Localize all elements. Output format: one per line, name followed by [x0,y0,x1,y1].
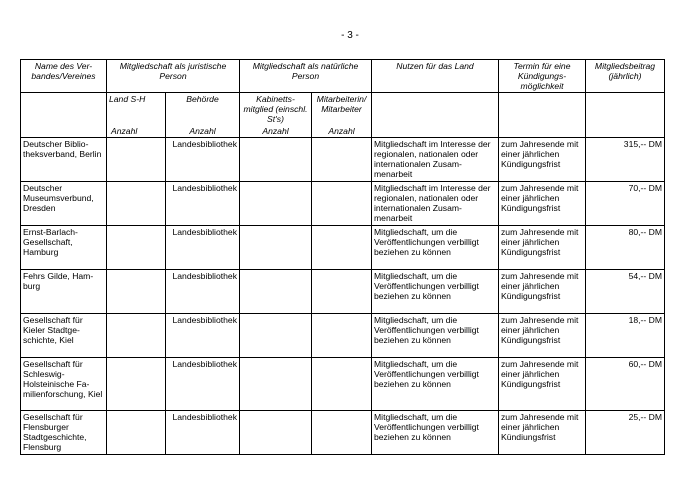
subheader-empty [499,93,586,138]
cell-name: Gesellschaft für Schleswig-Holsteinische Fa-milienforschung, Kiel [21,358,107,411]
cell-mitarbeiter [312,270,372,314]
cell-fee: 25,-- DM [586,411,665,455]
cell-fee: 18,-- DM [586,314,665,358]
cell-name: Ernst-Barlach-Gesellschaft, Hamburg [21,226,107,270]
subheader-empty [372,93,499,138]
cell-fee: 54,-- DM [586,270,665,314]
cell-mitarbeiter [312,182,372,226]
subheader-kabinett-count: Anzahl [262,126,289,136]
header-row [21,60,665,93]
cell-land-sh [107,182,166,226]
table-row [21,411,665,455]
cell-fee: 315,-- DM [586,138,665,182]
cell-mitarbeiter [312,138,372,182]
cell-behoerde: Landesbibliothek [166,314,240,358]
cell-kabinett [240,270,312,314]
cell-fee: 70,-- DM [586,182,665,226]
subheader-land-sh-label: Land S-H [109,94,146,104]
cell-name: Gesellschaft für Kieler Stadtge-schichte, Kiel [21,314,107,358]
cell-fee: 60,-- DM [586,358,665,411]
membership-table [20,59,665,455]
subheader-kabinett-label: Kabinetts-mitglied (einschl. St's) [243,94,308,124]
cell-termination: zum Jahresende mit einer jährlichen Kündigungsfrist [499,358,586,411]
subheader-empty [586,93,665,138]
subheader-row [21,93,665,138]
page-number: - 3 - [341,30,359,41]
cell-benefit: Mitgliedschaft im Interesse der regionalen, nationalen oder internationalen Zusam-menarbeit [372,138,499,182]
cell-behoerde: Landesbibliothek [166,138,240,182]
subheader-mitarbeiter [312,93,372,138]
cell-kabinett [240,411,312,455]
cell-land-sh [107,270,166,314]
cell-land-sh [107,358,166,411]
table-row [21,182,665,226]
cell-termination: zum Jahresende mit einer jährlichen Kündigungsfrist [499,270,586,314]
subheader-mitarbeiter-label: Mitarbeiterin/ Mitarbeiter [316,94,367,114]
subheader-behoerde-label: Behörde [186,94,219,104]
cell-name: Fehrs Gilde, Ham-burg [21,270,107,314]
cell-fee: 80,-- DM [586,226,665,270]
subheader-empty [21,93,107,138]
cell-kabinett [240,138,312,182]
cell-benefit: Mitgliedschaft, um die Veröffentlichungen verbilligt beziehen zu können [372,226,499,270]
table-row [21,226,665,270]
cell-benefit: Mitgliedschaft im Interesse der regionalen, nationalen oder internationalen Zusam-menarbeit [372,182,499,226]
cell-behoerde: Landesbibliothek [166,182,240,226]
table-row [21,270,665,314]
header-fee: Mitgliedsbeitrag (jährlich) [586,60,665,93]
cell-termination: zum Jahresende mit einer jährlichen Kündiungsfrist [499,411,586,455]
cell-termination: zum Jahresende mit einer jährlichen Kündigungsfrist [499,226,586,270]
cell-kabinett [240,182,312,226]
subheader-land-sh [107,93,166,138]
cell-mitarbeiter [312,226,372,270]
table-row [21,358,665,411]
cell-benefit: Mitgliedschaft, um die Veröffentlichungen verbilligt beziehen zu können [372,270,499,314]
cell-behoerde: Landesbibliothek [166,358,240,411]
cell-land-sh [107,138,166,182]
cell-name: Deutscher Biblio-theksverband, Berlin [21,138,107,182]
cell-termination: zum Jahresende mit einer jährlichen Kündigungsfrist [499,182,586,226]
subheader-behoerde [166,93,240,138]
cell-name: Gesellschaft für Flensburger Stadtgeschichte, Flensburg [21,411,107,455]
cell-benefit: Mitgliedschaft, um die Veröffentlichungen verbilligt beziehen zu können [372,314,499,358]
header-natural: Mitgliedschaft als natürliche Person [240,60,372,93]
header-name: Name des Ver-bandes/Vereines [21,60,107,93]
header-juristic: Mitgliedschaft als juristische Person [107,60,240,93]
header-benefit: Nutzen für das Land [372,60,499,93]
cell-name: Deutscher Museumsverbund, Dresden [21,182,107,226]
table-row [21,138,665,182]
cell-behoerde: Landesbibliothek [166,411,240,455]
cell-mitarbeiter [312,411,372,455]
cell-land-sh [107,314,166,358]
cell-termination: zum Jahresende mit einer jährlichen Kündigungsfrist [499,138,586,182]
table-row [21,314,665,358]
cell-land-sh [107,411,166,455]
cell-kabinett [240,314,312,358]
cell-mitarbeiter [312,358,372,411]
cell-behoerde: Landesbibliothek [166,226,240,270]
cell-mitarbeiter [312,314,372,358]
subheader-mitarbeiter-count: Anzahl [328,126,355,136]
subheader-kabinett [240,93,312,138]
cell-land-sh [107,226,166,270]
subheader-behoerde-count: Anzahl [189,126,216,136]
cell-termination: zum Jahresende mit einer jährlichen Kündigungsfrist [499,314,586,358]
cell-benefit: Mitgliedschaft, um die Veröffentlichungen verbilligt beziehen zu können [372,411,499,455]
cell-benefit: Mitgliedschaft, um die Veröffentlichungen verbilligt beziehen zu können [372,358,499,411]
header-termination: Termin für eine Kündigungs-möglichkeit [499,60,586,93]
cell-kabinett [240,226,312,270]
cell-behoerde: Landesbibliothek [166,270,240,314]
subheader-land-sh-count: Anzahl [111,126,138,136]
cell-kabinett [240,358,312,411]
